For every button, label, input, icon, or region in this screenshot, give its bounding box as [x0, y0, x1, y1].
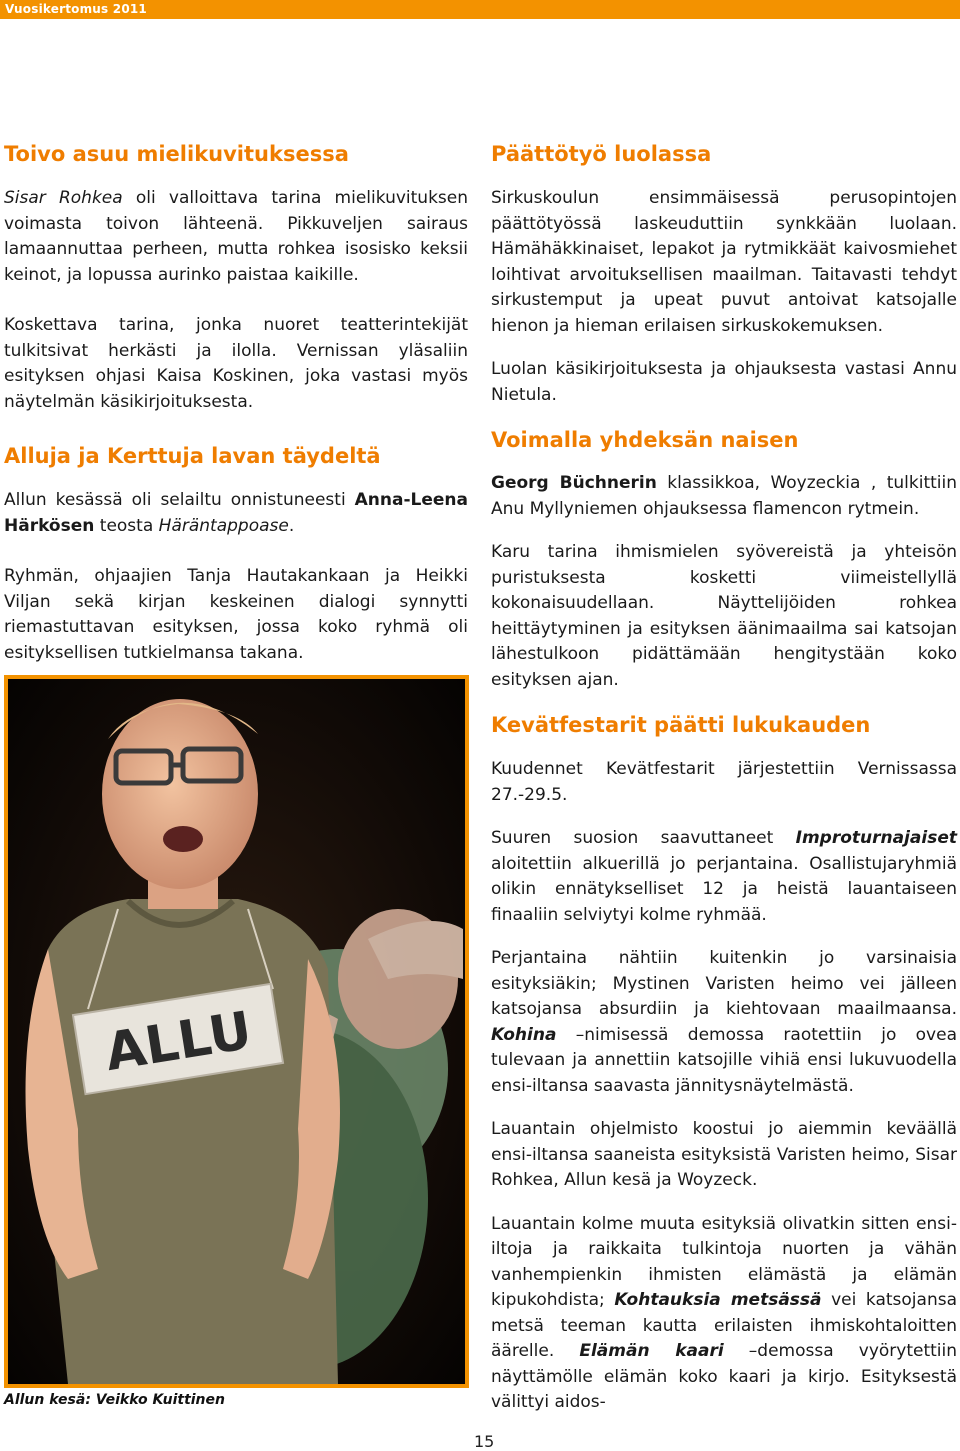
paragraph: Sirkuskoulun ensimmäisessä perusopintojen päättötyössä laskeuduttiin synkkään luolaan. Hämähäkkinaiset, lepakot ja rytmikkäät kaivosmiehet loihtivat arvoituksellisen maailman. Taitavasti tehdyt sirkustemput ja upeat puvut antoivat katsojalle hienon ja hieman erilaisen sirkuskokemuksen. — [491, 188, 957, 336]
paragraph — [4, 186, 468, 288]
header-bar — [0, 0, 960, 19]
photo-illustration — [8, 679, 465, 1384]
paragraph — [491, 1212, 957, 1416]
paragraph-text: teosta — [94, 515, 159, 536]
paragraph: Ryhmän, ohjaajien Tanja Hautakankaan ja Heikki Viljan sekä kirjan keskeinen dialogi synnytti riemastuttavan esityksen, jossa koko ryhmä oli esityksellisen tutkielmansa takana. — [4, 566, 468, 663]
paragraph: Koskettava tarina, jonka nuoret teatterintekijät tulkitsivat herkästi ja ilolla. Vernissan yläsaliin esityksen ohjasi Kaisa Koskinen, joka vastasi myös näytelmän käsikirjoituksesta. — [4, 315, 468, 412]
paragraph-text: vei katsojansa metsä teeman kautta erilaisten ihmiskohtaloitten äärelle. — [491, 1290, 957, 1361]
photo-caption: Allun kesä: Veikko Kuittinen — [4, 1392, 225, 1408]
paragraph-text: . — [288, 515, 295, 536]
paragraph-text: –nimisessä demossa raotettiin jo ovea tulevaan ja annettiin katsojille vihiä ensi lukuvuodella ensi-iltansa saavasta jännitysnäytelmästä. — [491, 1024, 957, 1096]
paragraph-text: Allun kesässä oli selailtu onnistuneesti — [4, 490, 355, 510]
paragraph-text: Lauantain kolme muuta esityksiä olivatkin sitten ensi-iltoja ja raikkaita tulkintoja nuorten ja vähän vanhempienkin ihmisten elämästä ja elämän kipukohdista; — [491, 1213, 957, 1310]
left-column — [4, 140, 468, 666]
author-name: Anna-Leena Härkösen — [4, 490, 468, 536]
paragraph: Luolan käsikirjoituksesta ja ohjauksesta vastasi Annu Nietula. — [491, 359, 957, 405]
paragraph: Karu tarina ihmismielen syövereistä ja yhteisön puristuksesta kosketti viimeistellyllä kokonaisuudellaan. Näyttelijöiden rohkea heittäytyminen ja esityksen äänimaailma sai katsojan lähestulkoon pidättämään hengitystään koko esityksen ajan. — [491, 542, 957, 690]
play-title: Sisar Rohkea — [4, 188, 123, 208]
section-title-kevatfestarit: Kevätfestarit päätti lukukauden — [491, 713, 871, 737]
sign-text: ALLU — [101, 1000, 256, 1084]
paragraph-text: oli valloittava tarina mielikuvituksen voimasta toivon lähteenä. Pikkuveljen sairaus lamaannuttaa perheen, mutta rohkea isosisko keksii keinot, ja lopussa aurinko paistaa kaikille. — [4, 188, 469, 285]
play-title: Kohtauksia metsässä — [614, 1290, 822, 1310]
paragraph-text: Suuren suosion saavuttaneet — [491, 828, 796, 848]
author-name: Georg Büchnerin — [491, 473, 657, 493]
book-title: Häräntappoase — [158, 515, 289, 536]
demo-title: Kohina — [491, 1024, 557, 1045]
paragraph-text: –demossa vyörytettiin näyttämölle elämän koko kaari ja kirjo. Esityksestä välittyi aidos- — [491, 1341, 958, 1412]
paragraph-text: aloitettiin alkuerillä jo perjantaina. Osallistujaryhmiä olikin ennätykselliset 12 ja heistä lauantaiseen finaaliin selviytyi kolme ryhmää. — [491, 853, 957, 925]
paragraph — [491, 946, 957, 1099]
paragraph: Kuudennet Kevätfestarit järjestettiin Vernissassa 27.-29.5. — [491, 759, 957, 805]
right-column — [491, 140, 957, 1416]
demo-title: Elämän kaari — [579, 1341, 724, 1361]
paragraph — [491, 826, 957, 928]
event-title: Improturnajaiset — [795, 828, 957, 848]
stage-photo — [4, 675, 469, 1388]
paragraph — [491, 471, 957, 522]
paragraph-text: Perjantaina nähtiin kuitenkin jo varsinaisia esityksiäkin; Mystinen Varisten heimo vei jälleen katsojansa absurdiin ja kiehtovaan maailmaansa. — [491, 948, 957, 1019]
section-title-paattotyo: Päättötyö luolassa — [491, 142, 712, 166]
section-title-alluja: Alluja ja Kerttuja lavan täydeltä — [4, 444, 381, 468]
section-title-voimalla: Voimalla yhdeksän naisen — [491, 428, 799, 452]
paragraph-text: klassikkoa, Woyzeckia , tulkittiin Anu Myllyniemen ohjauksessa flamencon rytmein. — [491, 473, 957, 519]
paragraph — [4, 488, 468, 539]
photo-image — [8, 679, 465, 1384]
section-title-toivo: Toivo asuu mielikuvituksessa — [4, 142, 349, 166]
paragraph: Lauantain ohjelmisto koostui jo aiemmin keväällä ensi-iltansa saaneista esityksistä Varisten heimo, Sisar Rohkea, Allun kesä ja Woyzeck. — [491, 1119, 957, 1190]
publication-title: Vuosikertomus 2011 — [5, 2, 147, 16]
page-number: 15 — [474, 1432, 495, 1451]
